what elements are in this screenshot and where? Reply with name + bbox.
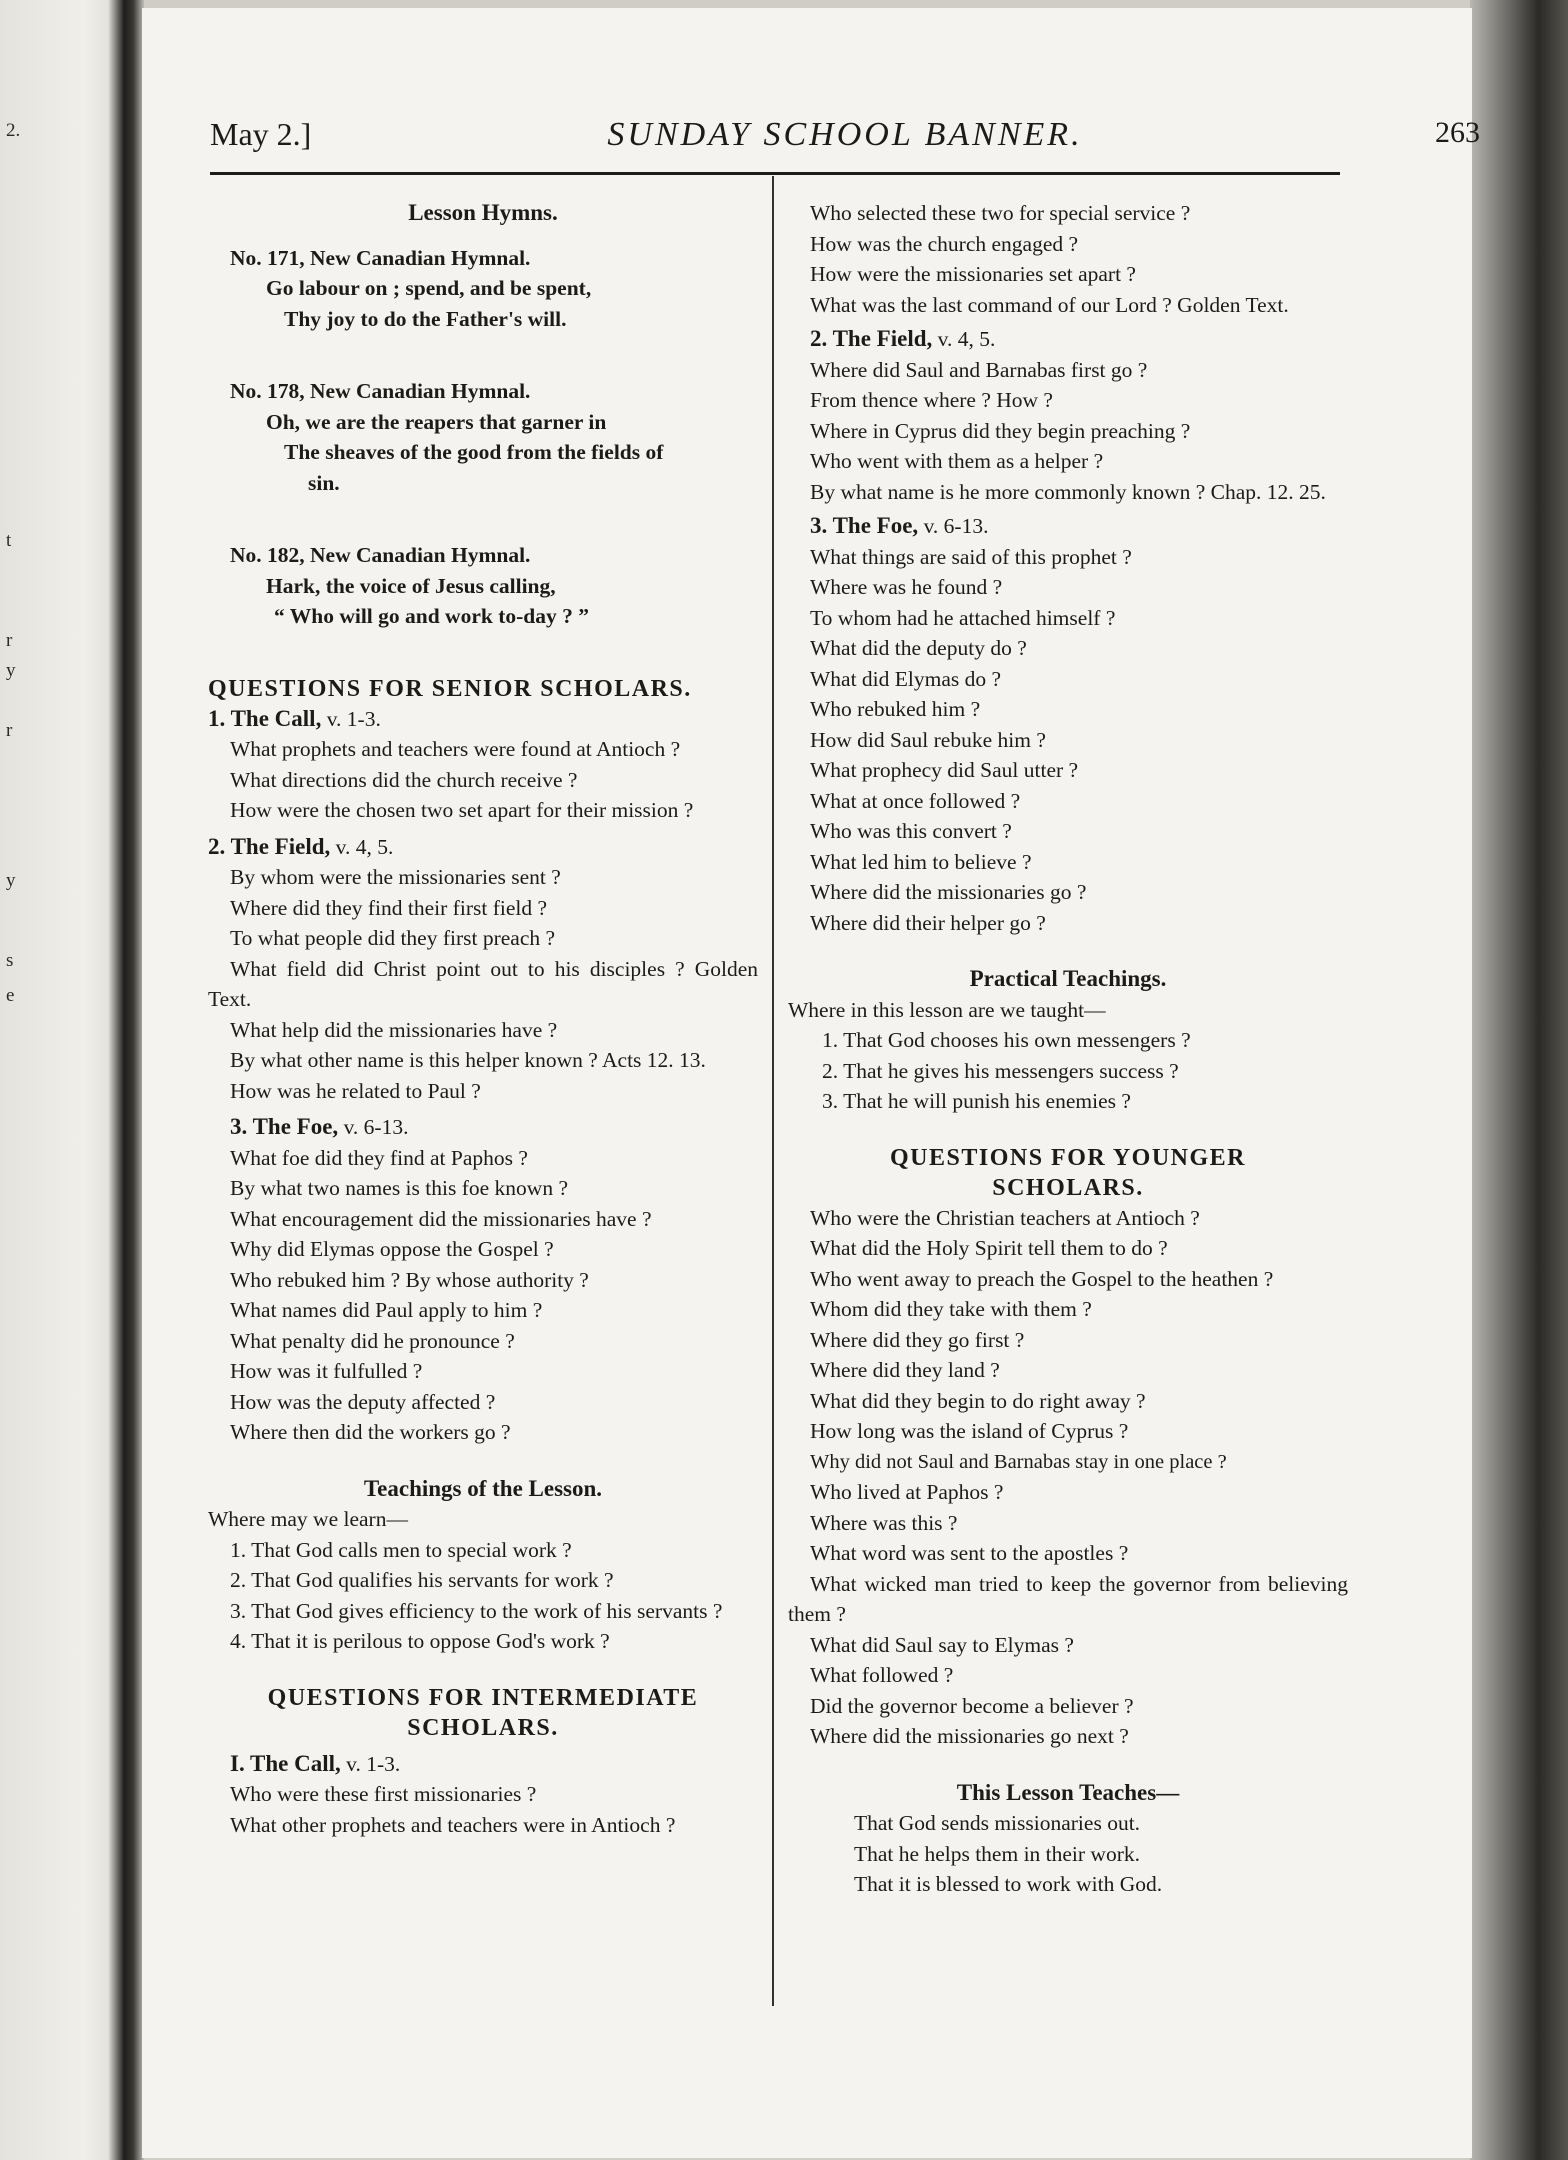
question: To whom had he attached himself ? [810,605,1116,630]
section-heading: 2. The Field, v. 4, 5. [208,833,394,859]
book-gutter [108,0,144,2160]
question: What field did Christ point out to his disciples ? Golden Text. [208,956,758,1011]
question: What wicked man tried to keep the governor from believing them ? [788,1571,1348,1626]
header-page-number: 263 [1435,116,1480,149]
question: Who rebuked him ? By whose authority ? [230,1267,589,1292]
question: Where did they find their first field ? [230,895,548,920]
teaches-item: That he helps them in their work. [854,1841,1140,1866]
question: What did Elymas do ? [810,666,1002,691]
intermediate-questions-title-2: SCHOLARS. [407,1714,559,1741]
question: To what people did they first preach ? [230,926,556,950]
question: By whom were the missionaries sent ? [230,865,561,889]
question: By what name is he more commonly known ? Chap. 12. 25. [810,479,1326,504]
book-page [142,8,1480,2158]
hymn-number: No. 178, New Canadian Hymnal. [230,379,531,403]
question: How were the chosen two set apart for their mission ? [230,798,694,822]
practical-item: 3. That he will punish his enemies ? [822,1089,1131,1113]
hymn-block [208,243,758,335]
question: By what two names is this foe known ? [230,1176,568,1200]
hymn-line: Hark, the voice of Jesus calling, [266,573,556,598]
question: Where did their helper go ? [810,910,1046,935]
teachings-title: Teachings of the Lesson. [363,1475,603,1501]
question: What did the Holy Spirit tell them to do ? [810,1236,1168,1260]
question: What prophets and teachers were found at Antioch ? [230,737,681,761]
question: Who went away to preach the Gospel to the heathen ? [810,1266,1274,1291]
question: Who were these first missionaries ? [230,1782,537,1806]
question: What names did Paul apply to him ? [230,1298,543,1322]
teachings-intro: Where may we learn— [208,1507,408,1531]
question: What at once followed ? [810,788,1021,813]
intermediate-questions-title: QUESTIONS FOR INTERMEDIATE [267,1684,699,1711]
margin-fragment: r [6,720,13,741]
lesson-teaches-title: This Lesson Teaches— [956,1779,1180,1805]
book-right-edge [1470,0,1568,2160]
question: Who was this convert ? [810,819,1012,843]
section-heading: 3. The Foe, v. 6-13. [230,1114,409,1139]
hymns-title: Lesson Hymns. [408,200,558,225]
teaching-item: 2. That God qualifies his servants for work ? [230,1568,614,1592]
teaching-item: 1. That God calls men to special work ? [230,1537,572,1562]
question: Where did the missionaries go next ? [810,1724,1129,1748]
page-header [210,116,1480,166]
header-title: SUNDAY SCHOOL BANNER. [607,116,1083,153]
hymn-block [208,376,758,498]
question: Who rebuked him ? [810,697,981,721]
question: What did the deputy do ? [810,636,1027,660]
section-heading: 2. The Field, v. 4, 5. [810,326,996,351]
left-column [208,198,758,1840]
question: How were the missionaries set apart ? [810,262,1136,286]
question: How was it fulfulled ? [230,1359,423,1383]
question: Where did Saul and Barnabas first go ? [810,357,1148,382]
hymn-number: No. 171, New Canadian Hymnal. [230,245,531,270]
question: Where was he found ? [810,575,1003,599]
question: What other prophets and teachers were in Antioch ? [230,1812,676,1837]
question: What penalty did he pronounce ? [230,1328,515,1353]
hymn-line: The sheaves of the good from the fields of [284,440,664,464]
younger-questions-title: QUESTIONS FOR YOUNGER [890,1144,1246,1171]
question: How did Saul rebuke him ? [810,727,1046,752]
margin-fragment: y [6,870,16,891]
section-heading: 1. The Call, v. 1-3. [208,705,381,731]
margin-fragment: r [6,630,13,651]
question: Who lived at Paphos ? [810,1480,1004,1504]
section-heading: I. The Call, v. 1-3. [230,1750,401,1776]
question: What followed ? [810,1663,954,1687]
question: What word was sent to the apostles ? [810,1541,1129,1565]
question: What led him to believe ? [810,849,1032,874]
teaches-item: That it is blessed to work with God. [854,1872,1163,1896]
question: Whom did they take with them ? [810,1297,1092,1321]
margin-fragment: t [6,530,12,551]
margin-fragment: s [6,950,14,971]
hymn-line: Thy joy to do the Father's will. [284,306,567,331]
question: Where was this ? [810,1510,958,1535]
question: Who were the Christian teachers at Antioch ? [810,1205,1200,1230]
question: What help did the missionaries have ? [230,1017,558,1042]
margin-fragment: y [6,660,16,681]
teaches-item: That God sends missionaries out. [854,1811,1141,1835]
question: How long was the island of Cyprus ? [810,1419,1129,1443]
younger-questions-title-2: SCHOLARS. [992,1174,1144,1201]
question: How was the deputy affected ? [230,1389,496,1414]
question: Where in Cyprus did they begin preaching ? [810,418,1191,443]
question: How was he related to Paul ? [230,1078,481,1103]
hymn-line: “ Who will go and work to-day ? ” [274,604,589,628]
column-rule [772,176,774,2006]
question: What was the last command of our Lord ? Golden Text. [810,292,1289,317]
margin-fragment: e [6,985,15,1006]
question: Who selected these two for special service ? [810,201,1191,225]
question: From thence where ? How ? [810,388,1053,412]
header-date: May 2.] [210,116,312,152]
question: Why did Elymas oppose the Gospel ? [230,1237,554,1261]
question: What things are said of this prophet ? [810,544,1132,569]
question: By what other name is this helper known ? Acts 12. 13. [230,1048,706,1072]
question: Where then did the workers go ? [230,1420,511,1444]
question: What directions did the church receive ? [230,767,578,792]
question: Where did they land ? [810,1358,1000,1382]
teaching-item: 3. That God gives efficiency to the work of his servants ? [230,1598,723,1623]
question: What did they begin to do right away ? [810,1388,1146,1413]
practical-item: 2. That he gives his messengers success ? [822,1058,1179,1083]
question: What foe did they find at Paphos ? [230,1145,528,1170]
question: Why did not Saul and Barnabas stay in one place ? [810,1450,1227,1473]
question: What encouragement did the missionaries have ? [230,1206,652,1231]
question: What prophecy did Saul utter ? [810,758,1079,782]
section-heading: 3. The Foe, v. 6-13. [810,513,989,538]
right-column [788,198,1348,1900]
question: Did the governor become a believer ? [810,1693,1134,1718]
hymn-block [208,540,758,632]
question: Where did the missionaries go ? [810,880,1087,904]
senior-questions-title: QUESTIONS FOR SENIOR SCHOLARS. [208,675,692,702]
header-rule [210,172,1340,175]
practical-item: 1. That God chooses his own messengers ? [822,1028,1191,1052]
teaching-item: 4. That it is perilous to oppose God's work ? [230,1629,610,1653]
practical-intro: Where in this lesson are we taught— [788,997,1106,1022]
question: Who went with them as a helper ? [810,449,1104,473]
hymn-line: Go labour on ; spend, and be spent, [266,276,592,300]
hymn-line: sin. [308,470,340,495]
hymn-number: No. 182, New Canadian Hymnal. [230,543,531,567]
question: What did Saul say to Elymas ? [810,1632,1074,1657]
question: Where did they go first ? [810,1327,1025,1352]
margin-fragment: 2. [6,120,21,141]
hymn-line: Oh, we are the reapers that garner in [266,409,607,434]
question: How was the church engaged ? [810,231,1079,256]
practical-teachings-title: Practical Teachings. [969,966,1167,991]
